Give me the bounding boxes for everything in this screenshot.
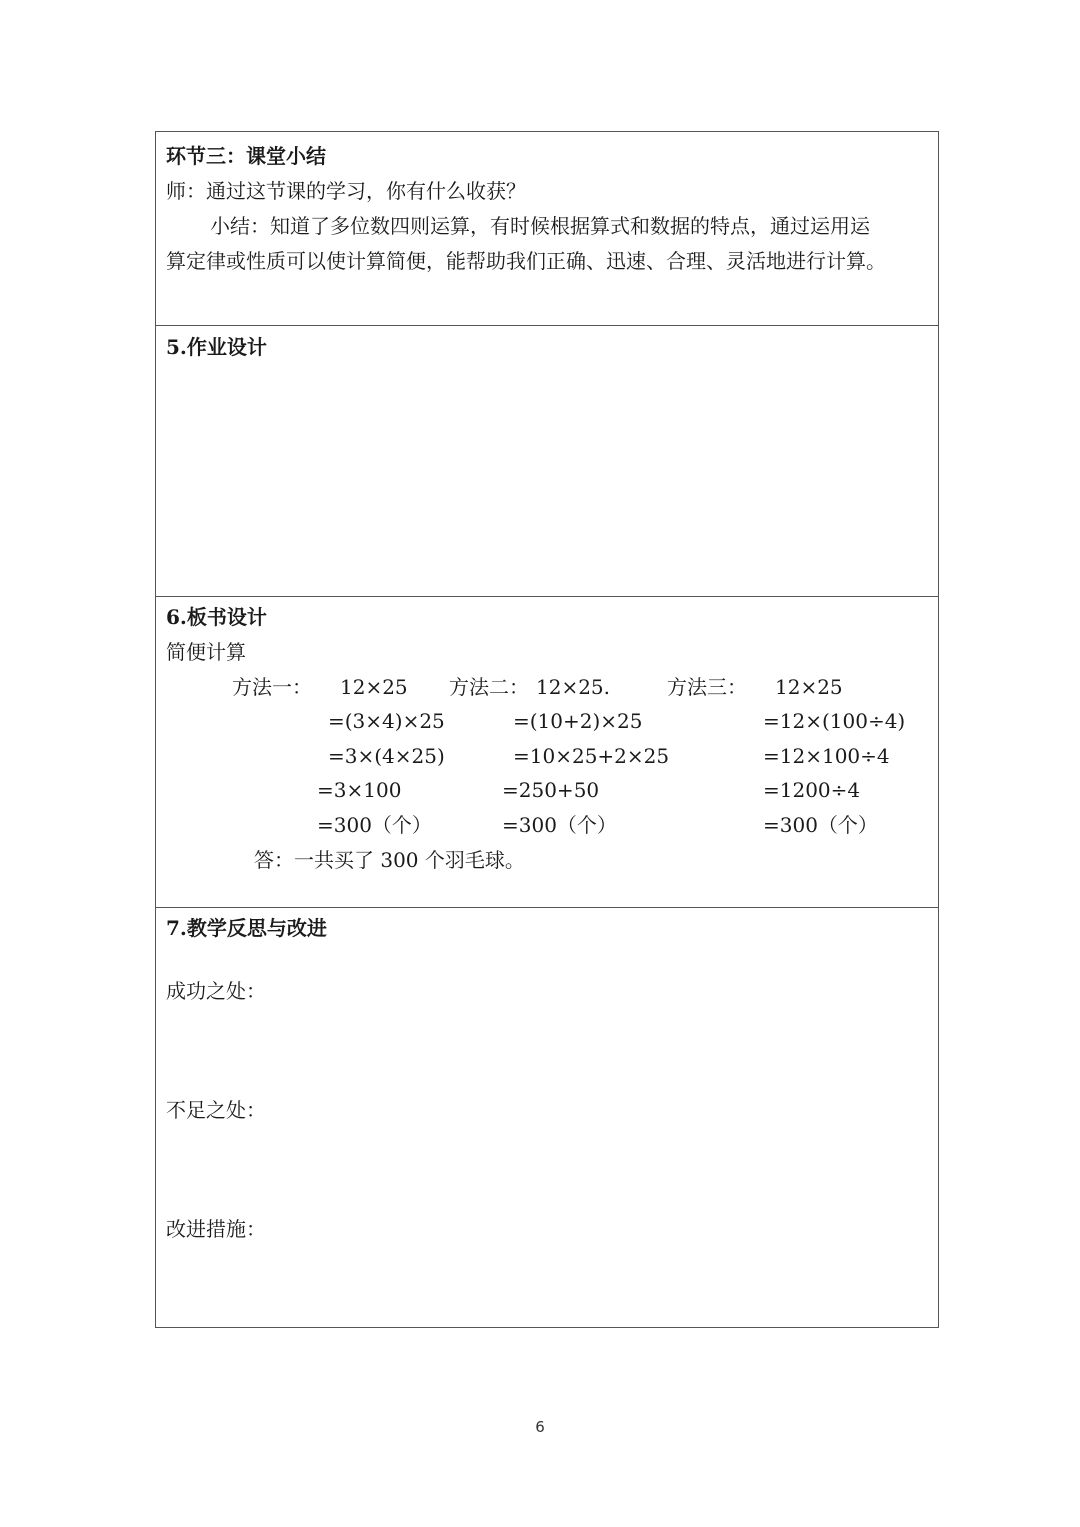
board-design-section [156,596,938,907]
method1-step: =(3×4)×25 [328,709,445,733]
method2-expression: 12×25. [536,675,611,699]
method1-step: =3×(4×25) [328,744,445,768]
board-heading: 6.板书设计 [166,605,267,629]
method3-expression: 12×25 [775,675,843,699]
summary-text-line1: 小结：知道了多位数四则运算，有时候根据算式和数据的特点，通过运用运 [210,214,870,238]
reflection-heading: 7.教学反思与改进 [166,916,327,940]
summary-text-line2: 算定律或性质可以使计算简便，能帮助我们正确、迅速、合理、灵活地进行计算。 [166,249,886,273]
method3-step: =12×(100÷4) [763,709,906,733]
homework-heading: 5.作业设计 [166,335,267,359]
board-answer: 答：一共买了 300 个羽毛球。 [254,848,525,872]
method2-step: =300（个） [502,813,617,837]
lesson-plan-table [155,131,939,1328]
method1-step: =3×100 [317,778,402,802]
page-number: 6 [535,1418,545,1436]
method3-label: 方法三： [667,675,747,699]
teacher-question: 师：通过这节课的学习，你有什么收获？ [166,179,526,203]
method3-step: =1200÷4 [763,778,861,802]
summary-heading: 环节三：课堂小结 [166,144,326,168]
method2-step: =10×25+2×25 [513,744,670,768]
method1-label: 方法一： [232,675,312,699]
summary-section [156,132,938,325]
homework-section [156,325,938,596]
method3-step: =12×100÷4 [763,744,890,768]
method2-step: =(10+2)×25 [513,709,643,733]
method1-step: =300（个） [317,813,432,837]
improvement-label: 改进措施： [166,1217,266,1241]
method3-step: =300（个） [763,813,878,837]
method2-label: 方法二： [449,675,529,699]
reflection-section [156,907,938,1327]
method1-expression: 12×25 [340,675,408,699]
method2-step: =250+50 [502,778,600,802]
success-label: 成功之处： [166,979,266,1003]
shortcoming-label: 不足之处： [166,1098,266,1122]
board-subtitle: 简便计算 [166,640,246,664]
